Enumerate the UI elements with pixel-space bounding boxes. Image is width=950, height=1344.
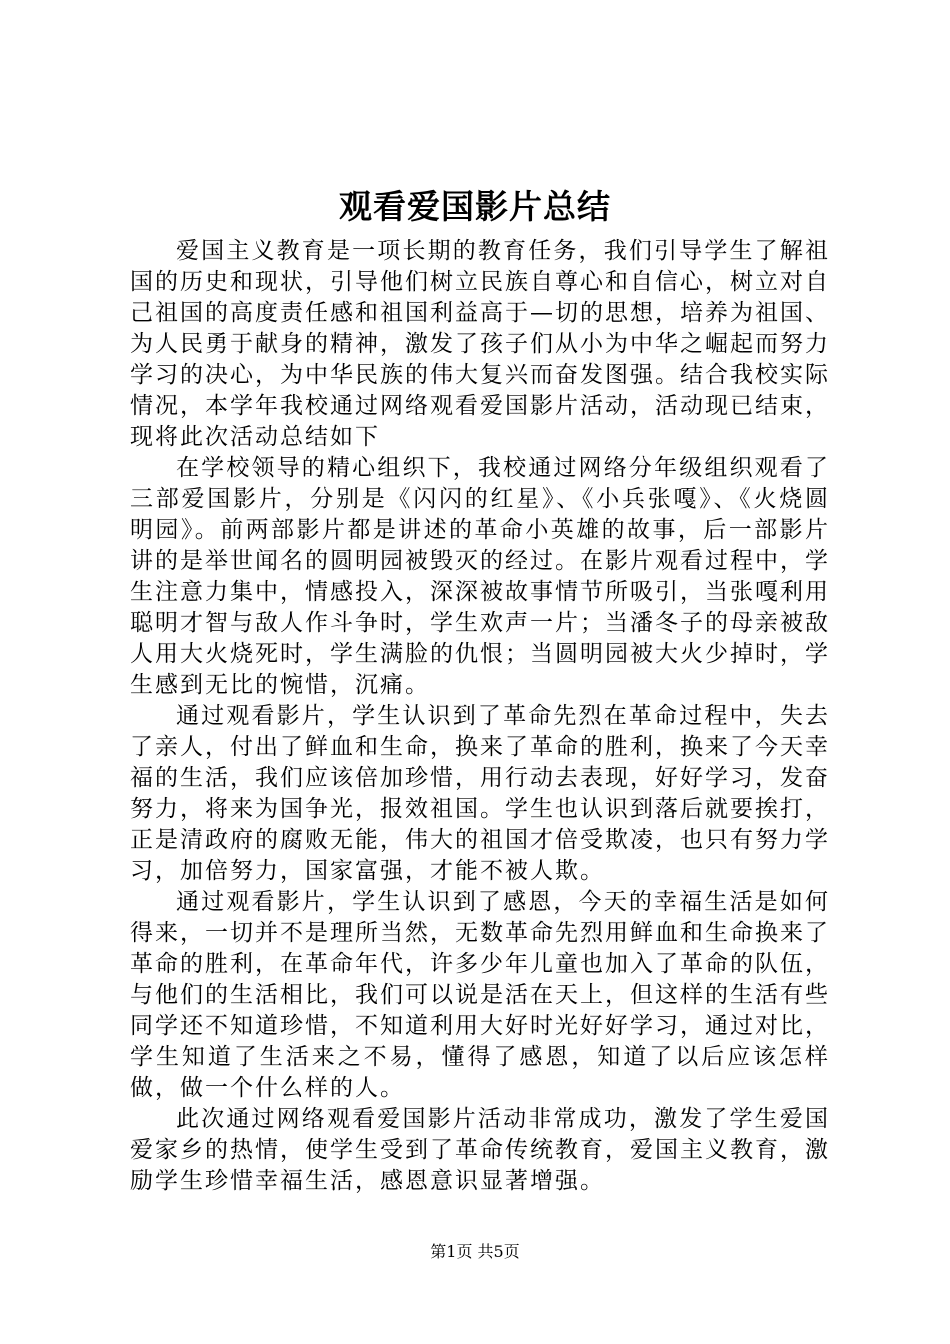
page-number-footer: 第1页 共5页 (430, 1242, 520, 1261)
paragraph-revolution-lessons: 通过观看影片，学生认识到了革命先烈在革命过程中，失去了亲人，付出了鲜血和生命，换来了革命的胜利，换来了今天幸福的生活，我们应该倍加珍惜，用行动去表现，好好学习，发奋努力，将来为国争光，报效祖国。学生也认识到落后就要挨打，正是清政府的腐败无能，伟大的祖国才倍受欺凌，也只有努力学习，加倍努力，国家富强，才能不被人欺。 (130, 703, 830, 884)
document-body (130, 236, 830, 1197)
paragraph-intro: 爱国主义教育是一项长期的教育任务，我们引导学生了解祖国的历史和现状，引导他们树立民族自尊心和自信心，树立对自己祖国的高度责任感和祖国利益高于—切的思想，培养为祖国、为人民勇于献身的精神，激发了孩子们从小为中华之崛起而努力学习的决心，为中华民族的伟大复兴而奋发图强。结合我校实际情况，本学年我校通过网络观看爱国影片活动，活动现已结束，现将此次活动总结如下 (130, 238, 830, 450)
paragraph-conclusion: 此次通过网络观看爱国影片活动非常成功，激发了学生爱国爱家乡的热情，使学生受到了革命传统教育，爱国主义教育，激励学生珍惜幸福生活，感恩意识显著增强。 (130, 1106, 830, 1194)
document-title: 观看爱国影片总结 (339, 187, 611, 226)
paragraph-films-viewing: 在学校领导的精心组织下，我校通过网络分年级组织观看了三部爱国影片，分别是《闪闪的红星》、《小兵张嘎》、《火烧圆明园》。前两部影片都是讲述的革命小英雄的故事，后一部影片讲的是举世闻名的圆明园被毁灭的经过。在影片观看过程中，学生注意力集中，情感投入，深深被故事情节所吸引，当张嘎利用聪明才智与敌人作斗争时，学生欢声一片；当潘冬子的母亲被敌人用大火烧死时，学生满脸的仇恨；当圆明园被大火少掉时，学生感到无比的惋惜，沉痛。 (130, 455, 830, 698)
paragraph-gratitude: 通过观看影片，学生认识到了感恩，今天的幸福生活是如何得来，一切并不是理所当然，无数革命先烈用鲜血和生命换来了革命的胜利，在革命年代，许多少年儿童也加入了革命的队伍，与他们的生活相比，我们可以说是活在天上，但这样的生活有些同学还不知道珍惜，不知道利用大好时光好好学习，通过对比，学生知道了生活来之不易，懂得了感恩，知道了以后应该怎样做，做一个什么样的人。 (130, 889, 830, 1101)
